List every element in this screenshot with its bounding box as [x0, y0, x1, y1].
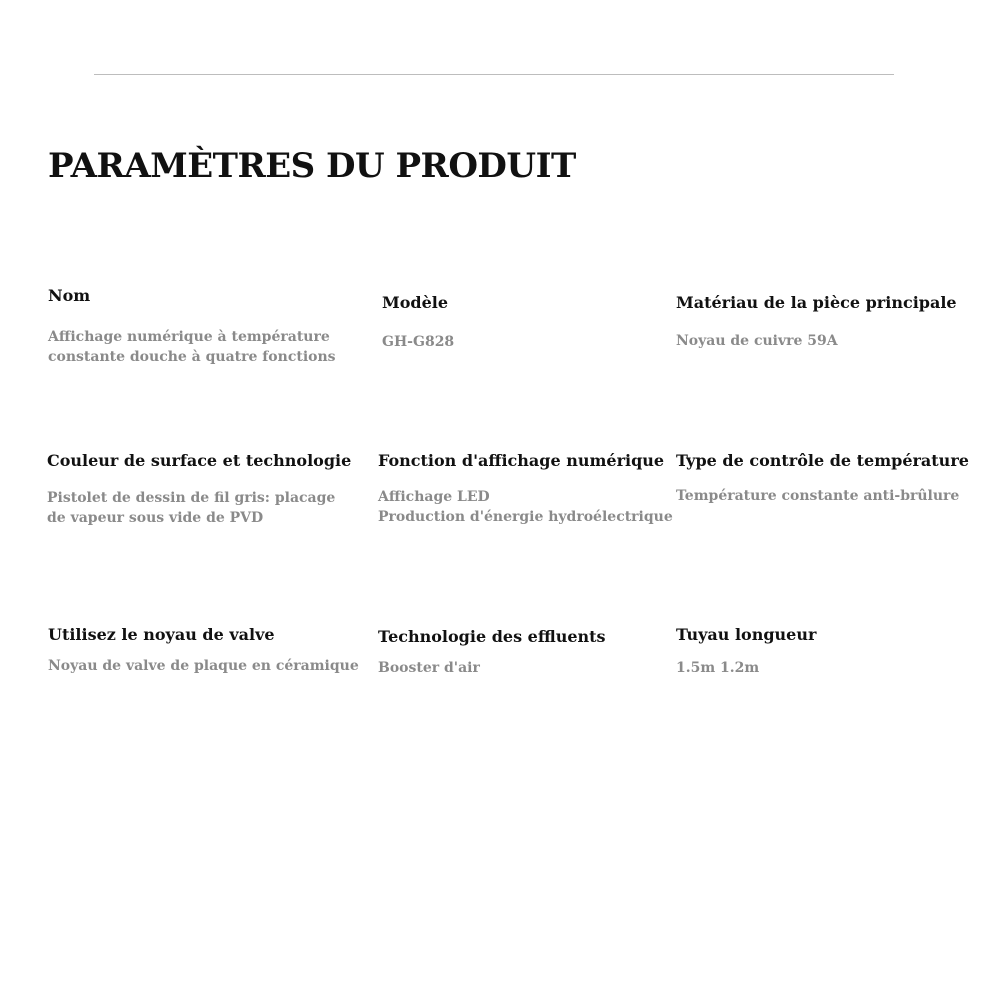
param-label: Technologie des effluents — [378, 627, 606, 646]
param-value: GH-G828 — [382, 334, 455, 351]
param-label: Fonction d'affichage numérique — [378, 451, 665, 470]
page-title: PARAMÈTRES DU PRODUIT — [48, 146, 576, 186]
param-label: Tuyau longueur — [676, 625, 817, 644]
param-display-function — [378, 451, 673, 527]
param-name — [48, 286, 336, 367]
param-label: Nom — [48, 286, 91, 305]
top-divider — [94, 74, 894, 75]
param-model — [382, 293, 454, 352]
param-value: 1.5m 1.2m — [676, 660, 760, 677]
param-label: Couleur de surface et technologie — [47, 451, 352, 470]
param-label: Type de contrôle de température — [676, 451, 969, 470]
param-value: Température constante anti-brûlure — [676, 488, 960, 505]
param-value: Affichage LED Production d'énergie hydroélectrique — [378, 489, 673, 526]
param-value: Affichage numérique à température constante douche à quatre fonctions — [48, 329, 336, 366]
param-label: Modèle — [382, 293, 449, 312]
param-value: Noyau de valve de plaque en céramique — [48, 658, 359, 675]
param-hose-length — [676, 625, 816, 678]
param-value: Booster d'air — [378, 660, 480, 677]
param-temperature-control — [676, 451, 969, 506]
param-value: Pistolet de dessin de fil gris: placage de vapeur sous vide de PVD — [47, 490, 336, 527]
param-valve-core — [48, 625, 359, 676]
param-effluent-technology — [378, 627, 606, 678]
param-value: Noyau de cuivre 59A — [676, 333, 838, 350]
param-label: Utilisez le noyau de valve — [48, 625, 275, 644]
param-material — [676, 293, 957, 351]
param-label: Matériau de la pièce principale — [676, 293, 957, 312]
param-surface — [47, 451, 351, 528]
